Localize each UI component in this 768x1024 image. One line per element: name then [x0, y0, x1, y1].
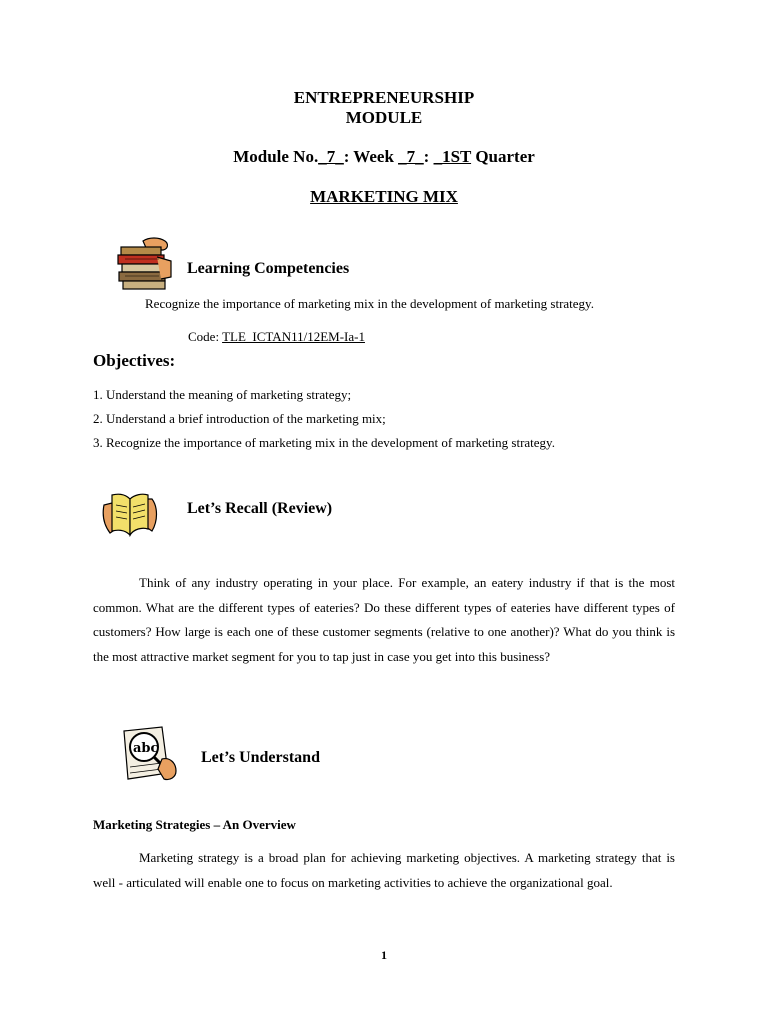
books-icon — [113, 235, 175, 291]
week-number: _7_ — [398, 147, 424, 166]
objective-item-1: 1. Understand the meaning of marketing strategy; — [93, 387, 352, 402]
code-value: TLE_ICTAN11/12EM-Ia-1 — [222, 329, 365, 344]
svg-text:abc: abc — [133, 741, 159, 756]
doc-title-line2: MODULE — [345, 108, 423, 127]
understand-paragraph: Marketing strategy is a broad plan for achieving marketing objectives. A marketing strategy that is well - articulated will enable one to focus on marketing activities to achieve the organizational goal. — [93, 850, 675, 890]
quarter-separator: : — [423, 147, 430, 166]
week-prefix: : Week — [343, 147, 399, 166]
competency-statement: Recognize the importance of marketing mix in the development of marketing strategy. — [145, 296, 594, 311]
code-label: Code: — [188, 329, 223, 344]
objectives-heading: Objectives: — [93, 351, 176, 370]
module-number: _7_ — [318, 147, 344, 166]
recall-paragraph: Think of any industry operating in your place. For example, an eatery industry if that is the most common. What are the different types of eateries? Do these different types of eateries have different types of customers? How large is each one of these customer segments (relative to one another)? What do you think is the most attractive market segment for you to tap just in case you get into this business? — [93, 575, 675, 664]
doc-title-line1: ENTREPRENEURSHIP — [293, 88, 475, 107]
objective-item-3: 3. Recognize the importance of marketing mix in the development of marketing strategy. — [93, 435, 555, 450]
module-prefix: Module No. — [233, 147, 319, 166]
magnifier-abc-icon — [118, 723, 180, 785]
quarter-value: _1ST — [433, 147, 472, 166]
page-number: 1 — [381, 948, 387, 962]
learning-competencies-heading: Learning Competencies — [187, 260, 350, 277]
subject-title: MARKETING MIX — [310, 187, 458, 206]
open-book-icon — [100, 485, 160, 541]
competency-code-line — [188, 329, 365, 345]
understand-subheading: Marketing Strategies – An Overview — [93, 817, 296, 832]
module-line — [0, 147, 768, 167]
understand-heading: Let’s Understand — [201, 749, 320, 766]
quarter-suffix: Quarter — [471, 147, 535, 166]
recall-heading: Let’s Recall (Review) — [187, 500, 333, 517]
objective-item-2: 2. Understand a brief introduction of the marketing mix; — [93, 411, 386, 426]
